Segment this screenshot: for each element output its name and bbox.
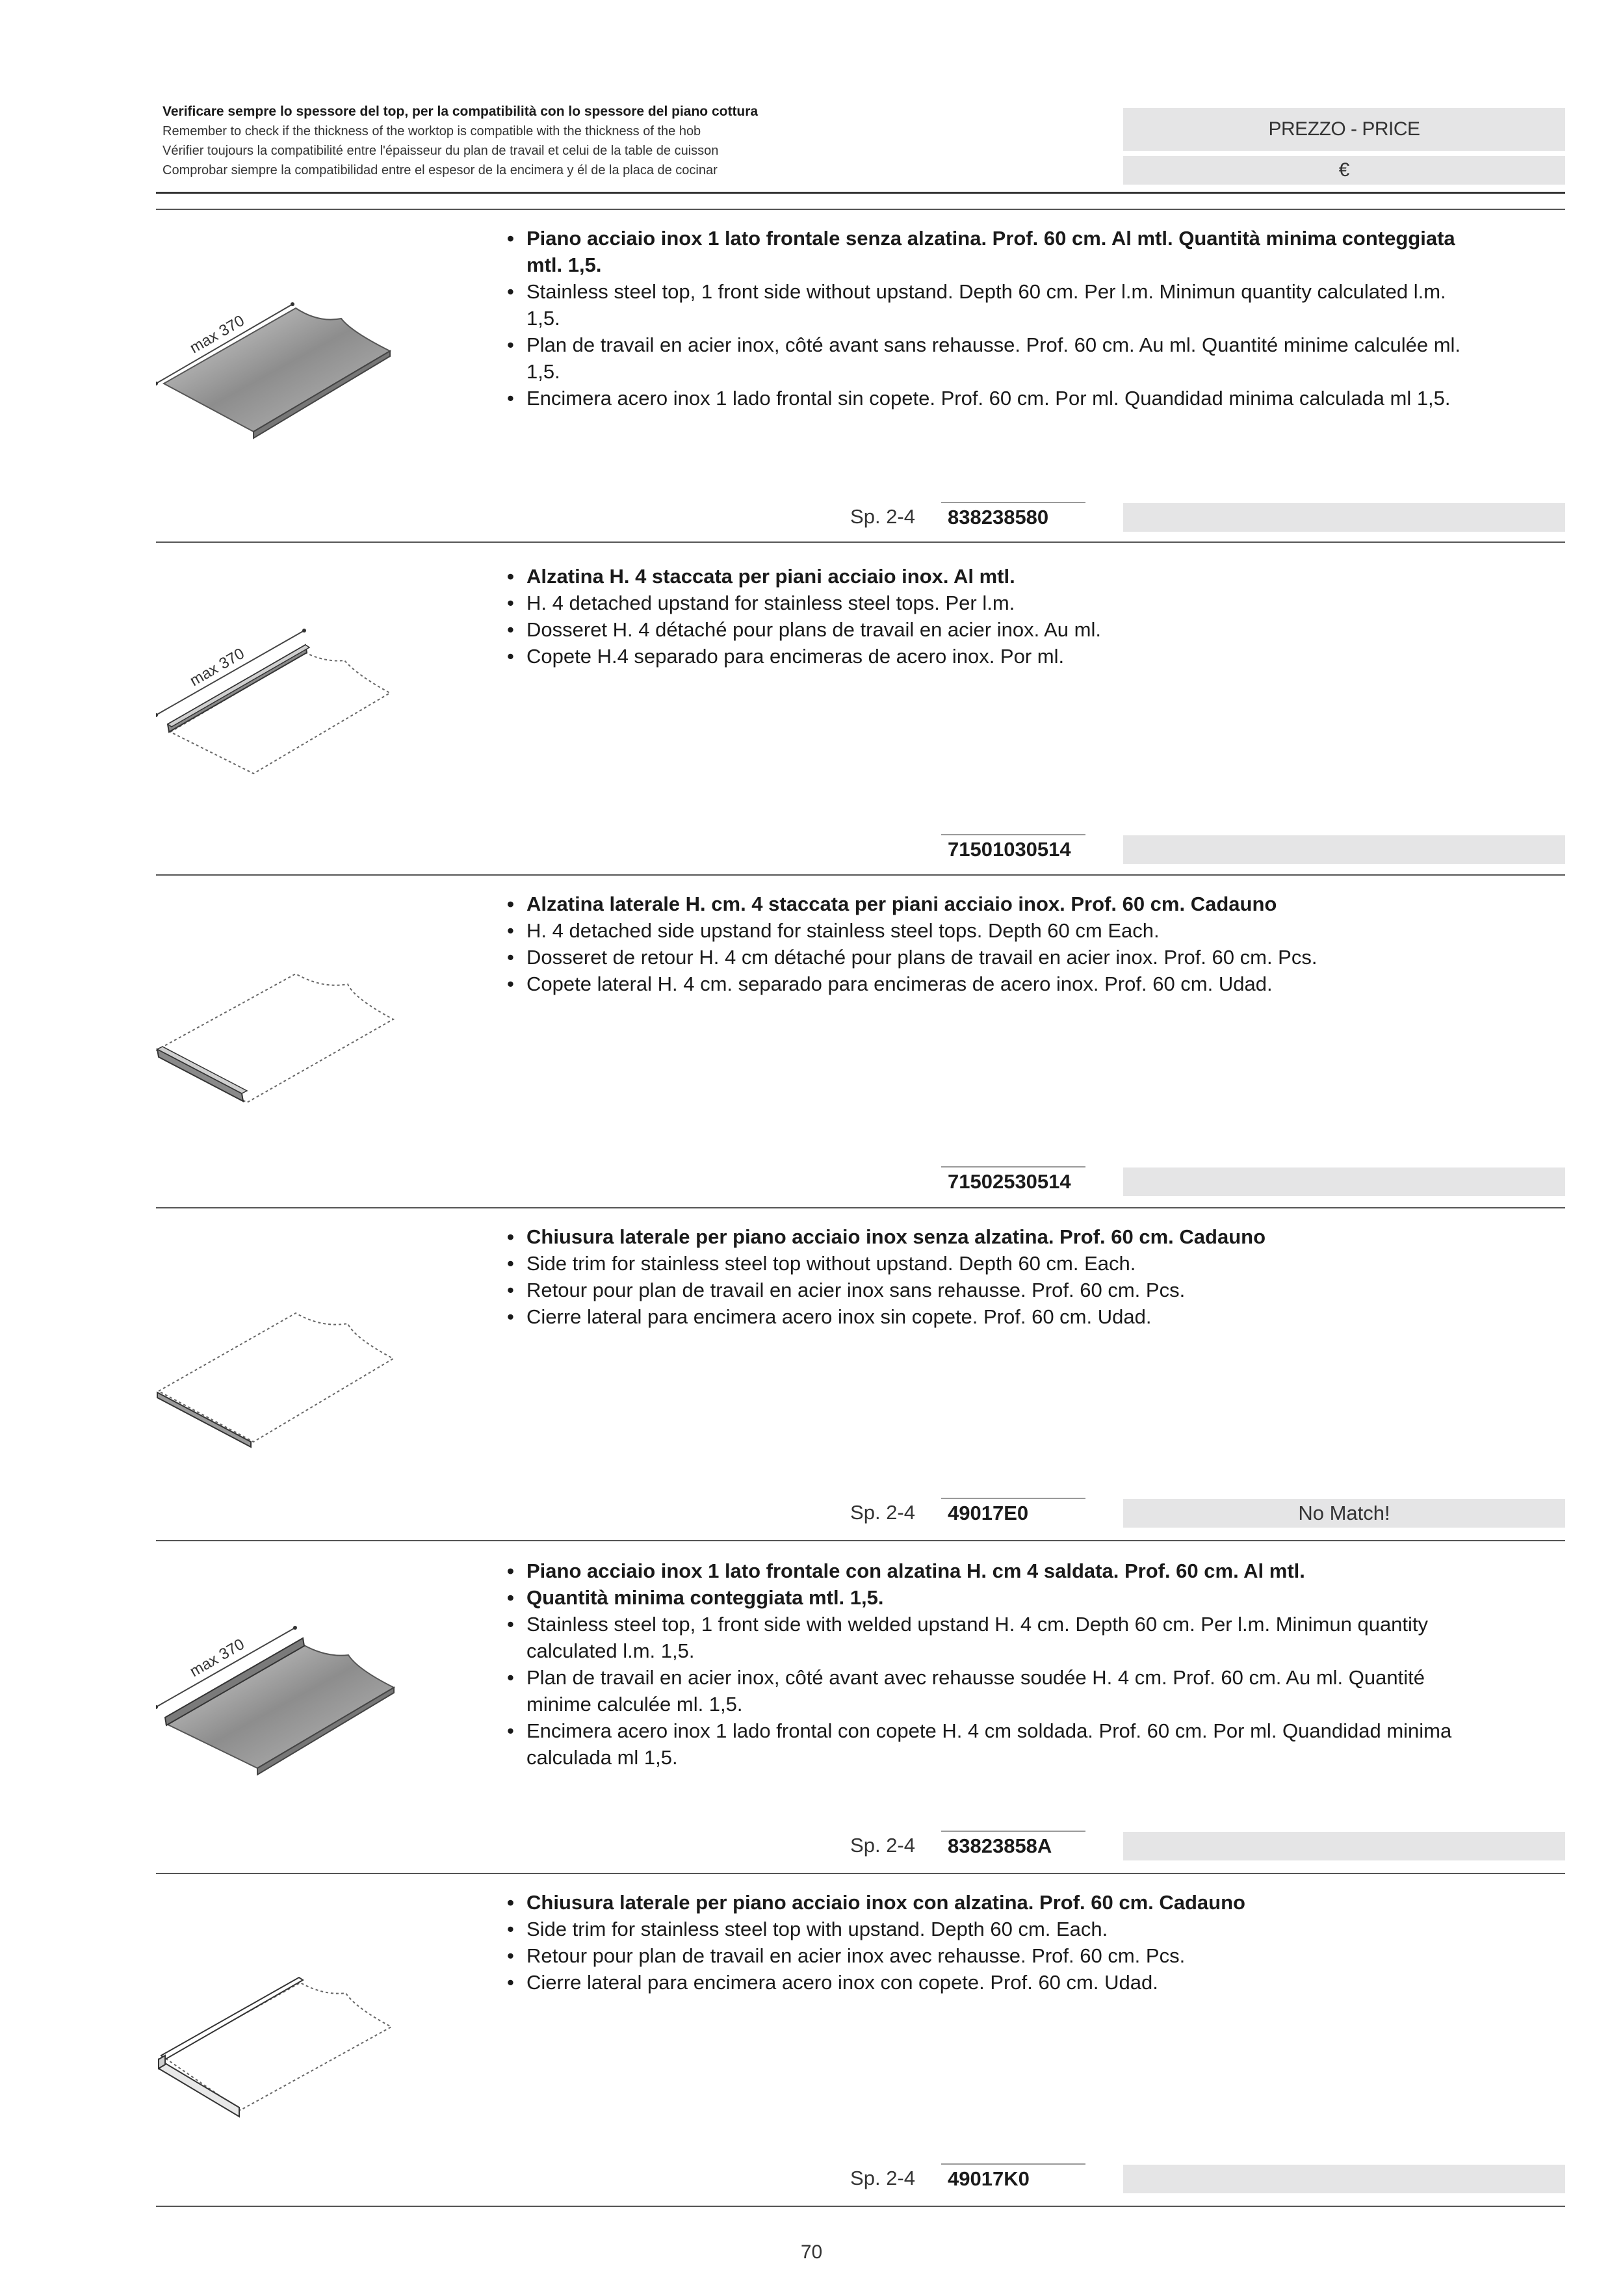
thickness-label: Sp. 2-4 (850, 1501, 915, 1524)
description-english: • Side trim for stainless steel top with upstand. Depth 60 cm. Each. (506, 1916, 1481, 1942)
description-italian: • Alzatina H. 4 staccata per piani acciaio inox. Al mtl. (506, 563, 1481, 590)
description-spanish: • Copete lateral H. 4 cm. separado para encimeras de acero inox. Prof. 60 cm. Udad. (506, 971, 1481, 997)
product-description (506, 225, 1481, 411)
product-code: 49017K0 (941, 2163, 1085, 2193)
notice-english: Remember to check if the thickness of the worktop is compatible with the thickness of the hob (162, 124, 701, 138)
description-italian: • Piano acciaio inox 1 lato frontale con alzatina H. cm 4 saldata. Prof. 60 cm. Al mtl. (506, 1558, 1481, 1584)
header-divider (156, 192, 1565, 194)
table-bottom-divider (156, 2206, 1565, 2207)
product-description (506, 1558, 1481, 1771)
worktop-illustration (156, 209, 429, 521)
thickness-label: Sp. 2-4 (850, 505, 915, 528)
description-italian: • Chiusura laterale per piano acciaio inox con alzatina. Prof. 60 cm. Cadauno (506, 1889, 1481, 1916)
description-spanish: • Encimera acero inox 1 lado frontal sin copete. Prof. 60 cm. Por ml. Quandidad minima calculada ml 1,5. (506, 385, 1481, 411)
description-english: • Stainless steel top, 1 front side with welded upstand H. 4 cm. Depth 60 cm. Per l.m. Minimun quantity calculated l.m. 1,5. (506, 1611, 1481, 1664)
side-trim-illustration (156, 1208, 429, 1520)
code-row (156, 1498, 1565, 1528)
side-trim-with-upstand-illustration (156, 1873, 429, 2185)
description-spanish: • Cierre lateral para encimera acero inox con copete. Prof. 60 cm. Udad. (506, 1969, 1481, 1996)
price-column-title: PREZZO - PRICE (1123, 108, 1565, 151)
product-code: 71501030514 (941, 834, 1085, 864)
notice-french: Vérifier toujours la compatibilité entre l'épaisseur du plan de travail et celui de la table de cuisson (162, 144, 719, 158)
code-row (156, 2163, 1565, 2193)
product-description (506, 891, 1481, 997)
description-english: • Side trim for stainless steel top without upstand. Depth 60 cm. Each. (506, 1250, 1481, 1277)
description-french: • Dosseret de retour H. 4 cm détaché pour plans de travail en acier inox. Prof. 60 cm. Pcs. (506, 944, 1481, 971)
description-spanish: • Cierre lateral para encimera acero inox sin copete. Prof. 60 cm. Udad. (506, 1303, 1481, 1330)
description-french: • Plan de travail en acier inox, côté avant avec rehausse soudée H. 4 cm. Prof. 60 cm. Au ml. Quantité minime calculée ml. 1,5. (506, 1664, 1481, 1717)
description-french: • Dosseret H. 4 détaché pour plans de travail en acier inox. Au ml. (506, 616, 1481, 643)
dimension-label: max 370 (187, 644, 248, 690)
dimension-label: max 370 (187, 311, 248, 358)
product-description (506, 1889, 1481, 1996)
page-header-notice (162, 102, 1105, 180)
price-cell (1123, 503, 1565, 532)
price-cell (1123, 1832, 1565, 1860)
price-currency: € (1123, 156, 1565, 185)
page-number: 70 (800, 2241, 823, 2263)
price-cell (1123, 2165, 1565, 2193)
description-italian: • Alzatina laterale H. cm. 4 staccata per piani acciaio inox. Prof. 60 cm. Cadauno (506, 891, 1481, 917)
thickness-label: Sp. 2-4 (850, 1834, 915, 1857)
notice-spanish: Comprobar siempre la compatibilidad entre el espesor de la encimera y él de la placa de cocinar (162, 163, 718, 177)
notice-italian: Verificare sempre lo spessore del top, per la compatibilità con lo spessore del piano cottura (162, 104, 759, 119)
description-spanish: • Copete H.4 separado para encimeras de acero inox. Por ml. (506, 643, 1481, 670)
description-french: • Retour pour plan de travail en acier inox avec rehausse. Prof. 60 cm. Pcs. (506, 1942, 1481, 1969)
product-code: 838238580 (941, 502, 1085, 532)
dimension-label: max 370 (187, 1635, 248, 1681)
description-italian: • Piano acciaio inox 1 lato frontale senza alzatina. Prof. 60 cm. Al mtl. Quantità minima conteggiata mtl. 1,5. (506, 225, 1481, 278)
product-description (506, 1223, 1481, 1330)
code-row (156, 834, 1565, 864)
upstand-illustration (156, 542, 429, 854)
description-french: • Retour pour plan de travail en acier inox sans rehausse. Prof. 60 cm. Pcs. (506, 1277, 1481, 1303)
thickness-label: Sp. 2-4 (850, 2167, 915, 2189)
product-code: 71502530514 (941, 1166, 1085, 1196)
price-cell: No Match! (1123, 1499, 1565, 1528)
product-code: 83823858A (941, 1831, 1085, 1860)
description-french: • Plan de travail en acier inox, côté avant sans rehausse. Prof. 60 cm. Au ml. Quantité minime calculée ml. 1,5. (506, 332, 1481, 385)
description-english: • H. 4 detached side upstand for stainless steel tops. Depth 60 cm Each. (506, 917, 1481, 944)
product-code: 49017E0 (941, 1498, 1085, 1528)
price-cell (1123, 1168, 1565, 1196)
code-row (156, 502, 1565, 532)
worktop-with-upstand-illustration (156, 1541, 429, 1853)
description-italian: • Chiusura laterale per piano acciaio inox senza alzatina. Prof. 60 cm. Cadauno (506, 1223, 1481, 1250)
product-description (506, 563, 1481, 670)
description-spanish: • Encimera acero inox 1 lado frontal con copete H. 4 cm soldada. Prof. 60 cm. Por ml. Quandidad minima calculada ml 1,5. (506, 1717, 1481, 1771)
code-row (156, 1831, 1565, 1860)
description-italian-quantity: • Quantità minima conteggiata mtl. 1,5. (506, 1584, 1481, 1611)
description-english: • Stainless steel top, 1 front side without upstand. Depth 60 cm. Per l.m. Minimun quantity calculated l.m. 1,5. (506, 278, 1481, 332)
price-cell (1123, 835, 1565, 864)
description-english: • H. 4 detached upstand for stainless steel tops. Per l.m. (506, 590, 1481, 616)
code-row (156, 1166, 1565, 1196)
side-upstand-illustration (156, 875, 429, 1187)
